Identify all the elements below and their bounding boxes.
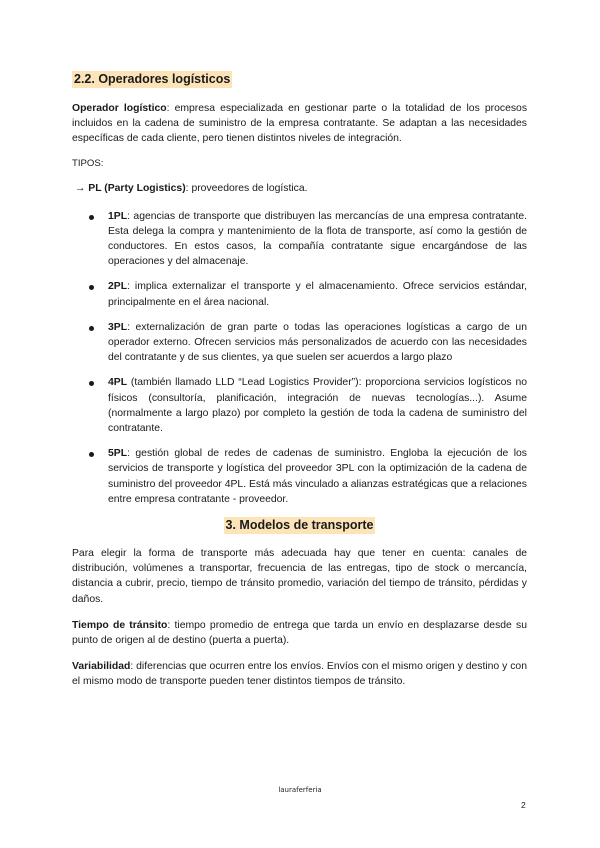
tipos-label: TIPOS: xyxy=(72,157,104,169)
author-signature: lauraferferia xyxy=(278,786,322,794)
operador-definition xyxy=(72,101,527,147)
list-item xyxy=(72,446,527,507)
pl-text: : proveedores de logística. xyxy=(185,182,308,194)
bullet-icon xyxy=(89,326,94,331)
bullet-icon xyxy=(89,452,94,457)
list-item-term: 1PL xyxy=(108,210,128,222)
section-title-modelos: 3. Modelos de transporte xyxy=(225,518,374,533)
transit-text: : tiempo promedio de entrega que tarda un envío en desplazarse desde su punto de origen al de destino (puerta a puerta). xyxy=(72,619,528,647)
document-page xyxy=(72,70,527,701)
list-item-term: 4PL xyxy=(108,377,128,389)
section-title-operadores: 2.2. Operadores logísticos xyxy=(74,72,231,86)
page-number: 2 xyxy=(521,800,526,810)
list-item-text: : externalización de gran parte o todas las operaciones logísticas a cargo de un operador externo. Ofrecen servicios más personalizados de acuerdo con las necesidades del contratante y de sus clientes, ya que suelen ser acuerdos a largo plazo xyxy=(108,321,527,364)
pl-heading xyxy=(75,181,527,196)
operador-text: : empresa especializada en gestionar parte o la totalidad de los procesos incluidos en la cadena de suministro de la empresa contratante. Se adaptan a las necesidades específicas de cada cliente, pero tienen distintos niveles de integración. xyxy=(72,103,528,145)
transit-definition xyxy=(72,618,527,648)
arrow-icon: → xyxy=(75,182,86,194)
list-item xyxy=(72,209,527,270)
bullet-icon xyxy=(89,215,94,220)
list-item-text: : implica externalizar el transporte y el almacenamiento. Ofrece servicios estándar, principalmente en el área nacional. xyxy=(108,281,527,308)
list-item-text: (también llamado LLD “Lead Logistics Provider”): proporciona servicios logísticos no físicos (consultoría, planificación, integración de nuevas tecnologías...). Asume (normalmente a largo plazo) por completo la gestión de toda la cadena de suministro del contratante. xyxy=(108,377,527,435)
list-item xyxy=(72,375,527,436)
list-item-text: : agencias de transporte que distribuyen las mercancías de una empresa contratante. Esta delega la compra y mantenimiento de la flota de transporte, así como la gestión de conductores. En estos casos, la compañía contratante sigue encargándose de las operaciones y del almacenaje. xyxy=(108,210,527,268)
pl-term: PL (Party Logistics) xyxy=(88,182,186,194)
list-item-term: 5PL xyxy=(108,448,128,460)
operador-term: Operador logístico xyxy=(72,103,167,114)
list-item-term: 2PL xyxy=(108,281,128,293)
list-item-text: : gestión global de redes de cadenas de suministro. Engloba la ejecución de los servicios de transporte y logística del proveedor 3PL con la optimización de la cadena de suministro del proveedor 4PL. Está más vinculado a alianzas estratégicas que a relaciones entre empresa contratante - proveedor. xyxy=(108,448,527,505)
transit-term: Tiempo de tránsito xyxy=(72,619,168,631)
bullet-icon xyxy=(89,285,94,290)
list-item xyxy=(72,320,527,366)
bullet-icon xyxy=(89,381,94,386)
variability-text: : diferencias que ocurren entre los envíos. Envíos con el mismo origen y destino y con el mismo modo de transporte pueden tener distintos tiempos de tránsito. xyxy=(72,661,527,688)
list-item-term: 3PL xyxy=(108,321,128,333)
pl-types-list xyxy=(72,209,527,507)
list-item xyxy=(72,279,527,309)
variability-definition xyxy=(72,659,527,689)
modelos-intro: Para elegir la forma de transporte más adecuada hay que tener en cuenta: canales de distribución, volúmenes a transportar, frecuencia de las entregas, tipo de stock o mercancía, distancia a cubrir, precio, tiempo de tránsito promedio, variación del tiempo de tránsito, pérdidas y daños. xyxy=(72,548,527,605)
variability-term: Variabilidad xyxy=(72,661,131,673)
